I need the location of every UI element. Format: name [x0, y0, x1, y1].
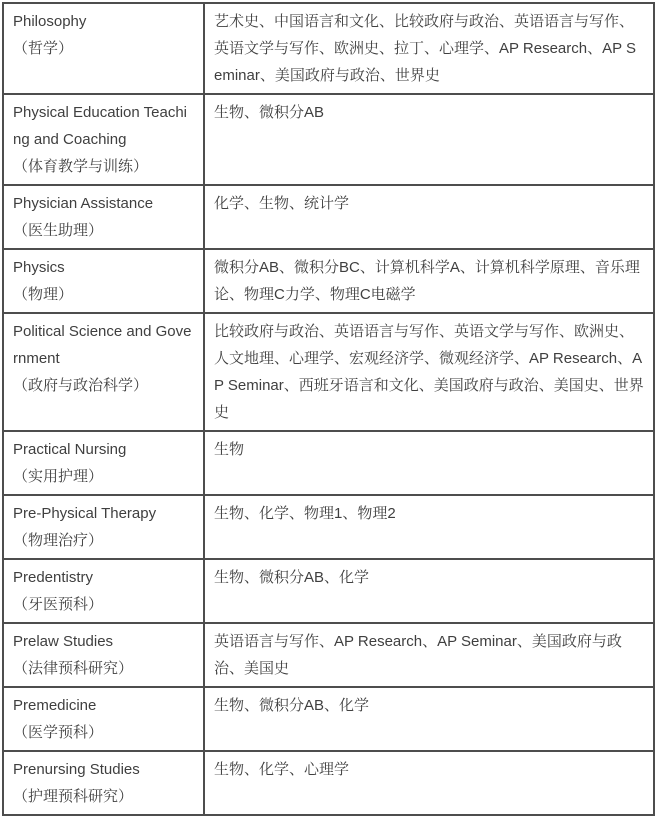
table-row	[3, 559, 654, 623]
major-cell	[3, 495, 204, 559]
major-cell	[3, 751, 204, 815]
table-row	[3, 495, 654, 559]
major-name-chinese: （哲学）	[13, 40, 74, 57]
major-cell	[3, 559, 204, 623]
major-name-english: Pre-Physical Therapy	[13, 505, 157, 522]
major-name-chinese: （物理治疗）	[13, 532, 104, 549]
major-name-english: Prenursing Studies	[13, 761, 140, 778]
major-cell	[3, 249, 204, 313]
major-name-english: Premedicine	[13, 697, 97, 714]
major-cell	[3, 431, 204, 495]
major-name-chinese: （医学预科）	[13, 724, 104, 741]
major-name-english: Predentistry	[13, 569, 94, 586]
major-name-chinese: （牙医预科）	[13, 596, 104, 613]
courses-cell: 生物、微积分AB	[204, 94, 654, 185]
table-row	[3, 185, 654, 249]
major-name-chinese: （政府与政治科学）	[13, 377, 149, 394]
major-name-chinese: （实用护理）	[13, 468, 104, 485]
courses-cell: 化学、生物、统计学	[204, 185, 654, 249]
major-name-english: Practical Nursing	[13, 441, 127, 458]
major-cell	[3, 185, 204, 249]
table-row	[3, 751, 654, 815]
courses-cell: 生物、化学、心理学	[204, 751, 654, 815]
major-cell	[3, 687, 204, 751]
major-name-english: Prelaw Studies	[13, 633, 114, 650]
major-name-chinese: （物理）	[13, 286, 74, 303]
table-row	[3, 623, 654, 687]
table-row	[3, 687, 654, 751]
major-name-english: Political Science and Government	[13, 323, 192, 367]
major-name-english: Physics	[13, 259, 65, 276]
courses-cell: 生物、化学、物理1、物理2	[204, 495, 654, 559]
major-name-chinese: （法律预科研究）	[13, 660, 134, 677]
major-name-chinese: （医生助理）	[13, 222, 104, 239]
courses-cell: 微积分AB、微积分BC、计算机科学A、计算机科学原理、音乐理论、物理C力学、物理C电磁学	[204, 249, 654, 313]
major-cell	[3, 623, 204, 687]
courses-cell: 生物	[204, 431, 654, 495]
majors-ap-courses-table	[2, 2, 655, 816]
table-row	[3, 3, 654, 94]
courses-cell: 英语语言与写作、AP Research、AP Seminar、美国政府与政治、美国史	[204, 623, 654, 687]
major-cell	[3, 3, 204, 94]
table-row	[3, 313, 654, 431]
courses-cell: 生物、微积分AB、化学	[204, 559, 654, 623]
courses-cell: 艺术史、中国语言和文化、比较政府与政治、英语语言与写作、英语文学与写作、欧洲史、拉丁、心理学、AP Research、AP Seminar、美国政府与政治、世界史	[204, 3, 654, 94]
table-row	[3, 94, 654, 185]
major-name-chinese: （体育教学与训练）	[13, 158, 149, 175]
major-name-english: Physical Education Teaching and Coaching	[13, 104, 187, 148]
major-name-english: Philosophy	[13, 13, 87, 30]
table-row	[3, 249, 654, 313]
major-name-chinese: （护理预科研究）	[13, 788, 134, 805]
table-body	[3, 3, 654, 815]
table-row	[3, 431, 654, 495]
major-cell	[3, 313, 204, 431]
major-name-english: Physician Assistance	[13, 195, 154, 212]
courses-cell: 比较政府与政治、英语语言与写作、英语文学与写作、欧洲史、人文地理、心理学、宏观经济学、微观经济学、AP Research、AP Seminar、西班牙语言和文化、美国政府与政治、美国史、世界史	[204, 313, 654, 431]
courses-cell: 生物、微积分AB、化学	[204, 687, 654, 751]
major-cell	[3, 94, 204, 185]
